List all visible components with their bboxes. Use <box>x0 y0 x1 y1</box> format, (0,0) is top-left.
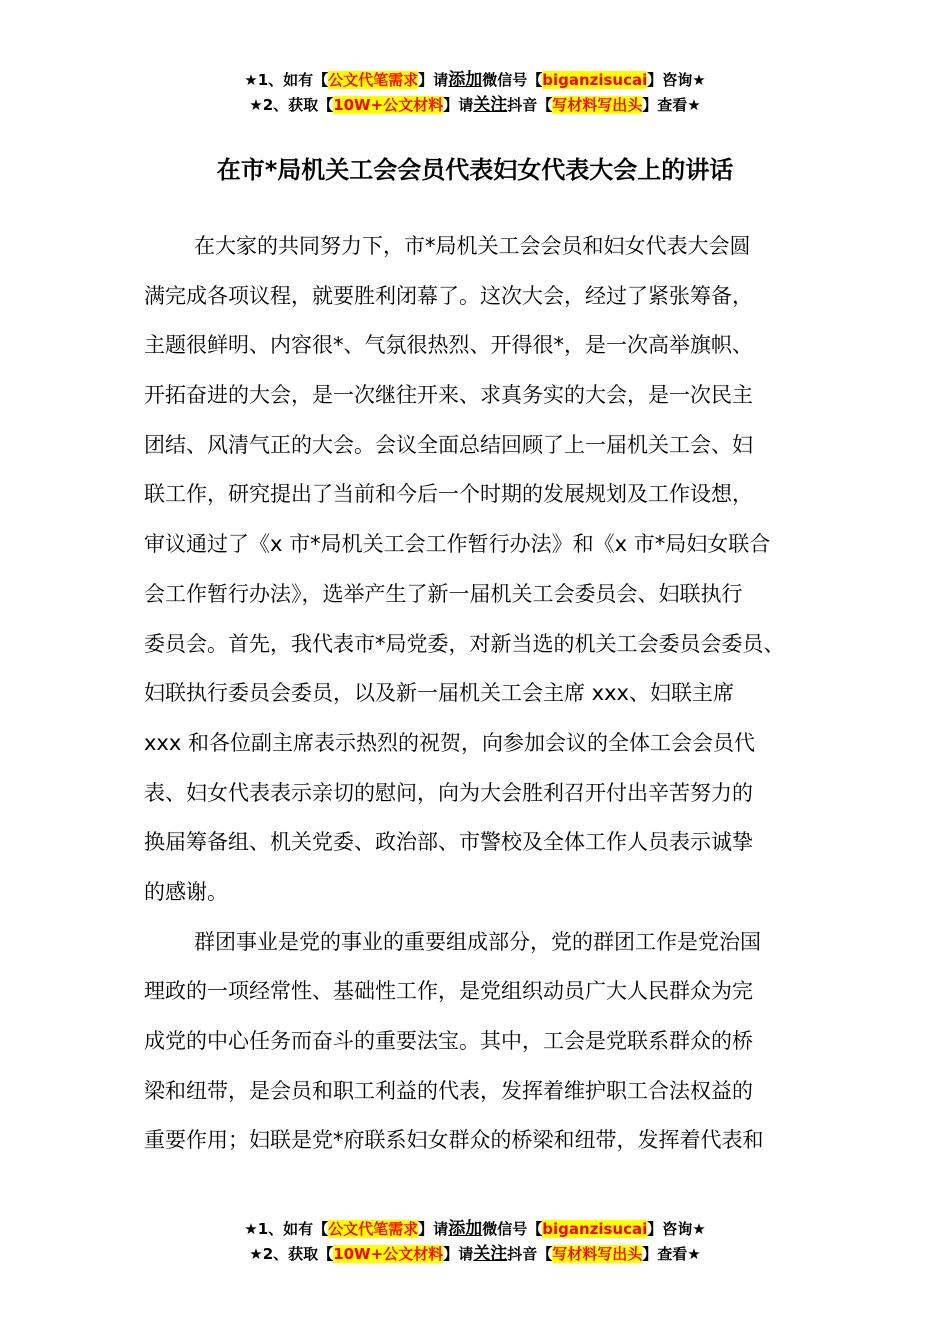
paragraph-line: 表、妇女代表表示亲切的慰问，向为大会胜利召开付出辛苦努力的 <box>144 780 753 805</box>
ad-text: 】咨询 <box>647 71 693 89</box>
ad-text: 】请 <box>443 1245 474 1263</box>
ad-emphasis: 关注 <box>473 1244 508 1264</box>
paragraph-line: 重要作用；妇联是党*府联系妇女群众的桥梁和纽带，发挥着代表和 <box>144 1128 764 1153</box>
ad-text: 】请 <box>418 71 449 89</box>
paragraph-line: xxx 和各位副主席表示热烈的祝贺，向参加会议的全体工会会员代 <box>144 730 755 755</box>
paragraph-line: 理政的一项经常性、基础性工作，是党组织动员广大人民群众为完 <box>144 979 753 1004</box>
star-icon: ★ <box>687 1245 701 1263</box>
ad-text: 微信号【 <box>482 71 543 89</box>
paragraph-line: 满完成各项议程，就要胜利闭幕了。这次大会，经过了紧张筹备， <box>144 283 753 308</box>
ad-emphasis: 添加 <box>448 1219 483 1239</box>
ad-text: 】查看 <box>642 1245 688 1263</box>
ad-highlight-douyin: 写材料写出头 <box>552 1245 643 1263</box>
footer-ad-line-2 <box>0 1242 950 1267</box>
header-ad-banner <box>0 68 950 118</box>
document-title: 在市*局机关工会会员代表妇女代表大会上的讲话 <box>216 156 734 184</box>
paragraph-line: 开拓奋进的大会，是一次继往开来、求真务实的大会，是一次民主 <box>144 383 753 408</box>
ad-highlight-materials: 10W+公文材料 <box>333 1245 444 1263</box>
star-icon: ★ <box>244 71 258 89</box>
ad-highlight-wechat: biganzisucai <box>542 1220 648 1238</box>
ad-text: 】咨询 <box>647 1220 693 1238</box>
ad-emphasis: 关注 <box>473 95 508 115</box>
paragraph-line: 主题很鲜明、内容很*、气氛很热烈、开得很*，是一次高举旗帜、 <box>144 333 753 358</box>
ad-text: 】请 <box>443 96 474 114</box>
paragraph-line: 在大家的共同努力下，市*局机关工会会员和妇女代表大会圆 <box>194 234 751 258</box>
star-icon: ★ <box>687 96 701 114</box>
ad-text: 1、如有【 <box>257 1220 329 1238</box>
paragraph-line: 梁和纽带，是会员和职工利益的代表，发挥着维护职工合法权益的 <box>144 1078 753 1103</box>
ad-text: 2、获取【 <box>262 96 334 114</box>
star-icon: ★ <box>692 71 706 89</box>
paragraph-line: 成党的中心任务而奋斗的重要法宝。其中，工会是党联系群众的桥 <box>144 1029 753 1053</box>
header-ad-line-1 <box>0 68 950 93</box>
paragraph-line: 联工作，研究提出了当前和今后一个时期的发展规划及工作设想， <box>144 482 753 507</box>
document-body <box>144 222 816 1166</box>
footer-ad-banner <box>0 1217 950 1267</box>
ad-emphasis: 添加 <box>448 70 483 90</box>
paragraph-line: 团结、风清气正的大会。会议全面总结回顾了上一届机关工会、妇 <box>144 432 753 457</box>
paragraph-line: 会工作暂行办法》，选举产生了新一届机关工会委员会、妇联执行 <box>144 581 743 606</box>
ad-highlight-wechat: biganzisucai <box>542 71 648 89</box>
paragraph-line: 的感谢。 <box>144 879 228 904</box>
ad-text: 微信号【 <box>482 1220 543 1238</box>
paragraph-line: 群团事业是党的事业的重要组成部分，党的群团工作是党治国 <box>194 929 761 954</box>
ad-text: 抖音【 <box>507 96 553 114</box>
paragraph-line: 换届筹备组、机关党委、政治部、市警校及全体工作人员表示诚挚 <box>144 830 753 855</box>
header-ad-line-2 <box>0 93 950 118</box>
star-icon: ★ <box>692 1220 706 1238</box>
ad-text: 抖音【 <box>507 1245 553 1263</box>
ad-text: 】请 <box>418 1220 449 1238</box>
ad-text: 2、获取【 <box>262 1245 334 1263</box>
paragraph-line: 审议通过了《x 市*局机关工会工作暂行办法》和《x 市*局妇女联合 <box>144 532 771 557</box>
star-icon: ★ <box>249 96 263 114</box>
ad-text: 1、如有【 <box>257 71 329 89</box>
ad-text: 】查看 <box>642 96 688 114</box>
ad-highlight-service: 公文代笔需求 <box>328 1220 419 1238</box>
ad-highlight-materials: 10W+公文材料 <box>333 96 444 114</box>
ad-highlight-douyin: 写材料写出头 <box>552 96 643 114</box>
footer-ad-line-1 <box>0 1217 950 1242</box>
ad-highlight-service: 公文代笔需求 <box>328 71 419 89</box>
star-icon: ★ <box>249 1245 263 1263</box>
paragraph-line: 妇联执行委员会委员，以及新一届机关工会主席 xxx、妇联主席 <box>144 681 734 706</box>
star-icon: ★ <box>244 1220 258 1238</box>
paragraph-line: 委员会。首先，我代表市*局党委，对新当选的机关工会委员会委员、 <box>144 631 785 656</box>
